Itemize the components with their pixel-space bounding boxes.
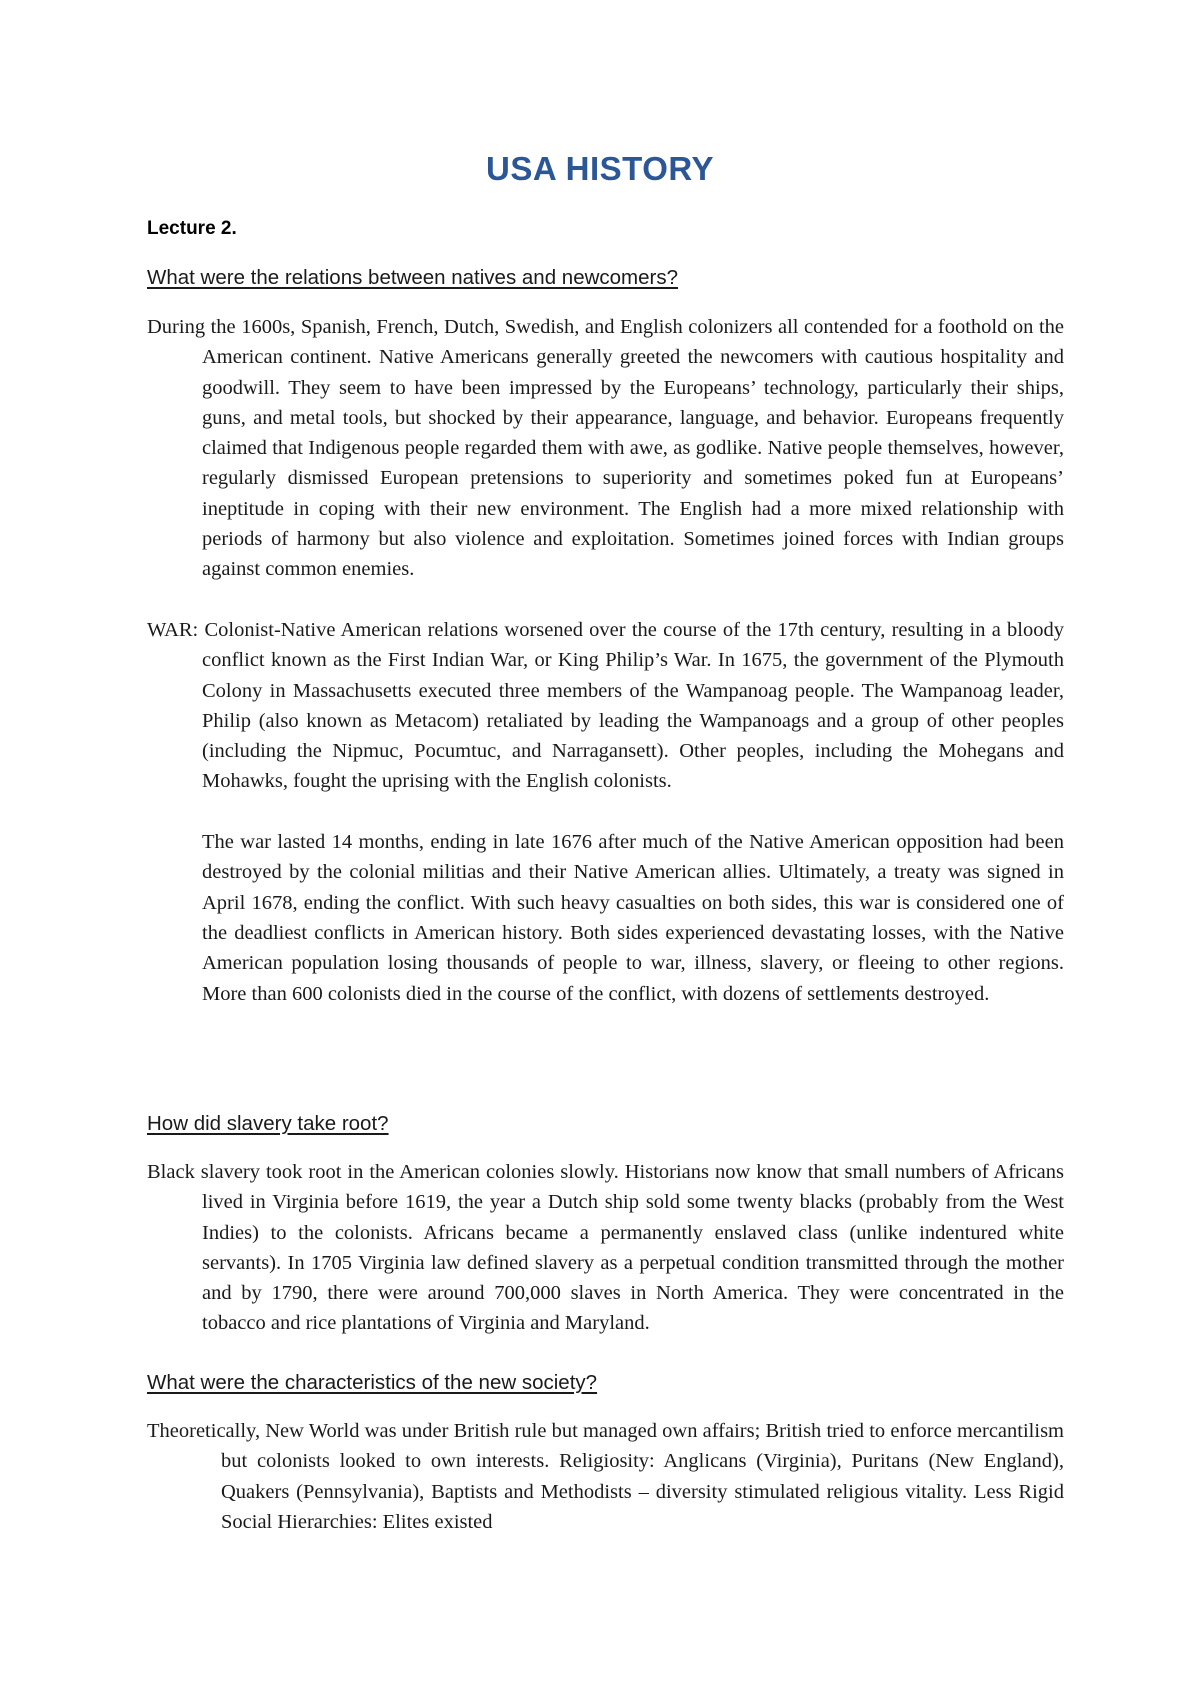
paragraph-war	[147, 615, 1064, 1009]
paragraph-war-text: WAR: Colonist-Native American relations worsened over the course of the 17th century, resulting in a bloody conflict known as the First Indian War, or King Philip’s War. In 1675, the government of the Plymouth Colony in Massachusetts executed three members of the Wampanoag people. The Wampanoag leader, Philip (also known as Metacom) retaliated by leading the Wampanoags and a group of other peoples (including the Nipmuc, Pocumtuc, and Narragansett). Other peoples, including the Mohegans and Mohawks, fought the uprising with the English colonists.	[147, 619, 1064, 793]
paragraph-war-continued: The war lasted 14 months, ending in late 1676 after much of the Native American opposition had been destroyed by the colonial militias and their Native American allies. Ultimately, a treaty was signed in April 1678, ending the conflict. With such heavy casualties on both sides, this war is considered one of the deadliest conflicts in American history. Both sides experienced devastating losses, with the Native American population losing thousands of people to war, illness, slavery, or fleeing to other regions. More than 600 colonists died in the course of the conflict, with dozens of settlements destroyed.	[202, 831, 1064, 1005]
lecture-label: Lecture 2.	[147, 218, 237, 239]
section-heading-society: What were the characteristics of the new society?	[147, 1371, 598, 1394]
paragraph-slavery: Black slavery took root in the American colonies slowly. Historians now know that small numbers of Africans lived in Virginia before 1619, the year a Dutch ship sold some twenty blacks (probably from the West Indies) to the colonists. Africans became a permanently enslaved class (unlike indentured white servants). In 1705 Virginia law defined slavery as a perpetual condition transmitted through the mother and by 1790, there were around 700,000 slaves in North America. They were concentrated in the tobacco and rice plantations of Virginia and Maryland.	[147, 1161, 1064, 1335]
section-heading-relations: What were the relations between natives and newcomers?	[147, 266, 679, 289]
page-title: USA HISTORY	[486, 150, 714, 187]
paragraph-society: Theoretically, New World was under British rule but managed own affairs; British tried to enforce mercantilism but colonists looked to own interests. Religiosity: Anglicans (Virginia), Puritans (New England), Quakers (Pennsylvania), Baptists and Methodists – diversity stimulated religious vitality. Less Rigid Social Hierarchies: Elites existed	[147, 1420, 1064, 1533]
paragraph-relations-intro: During the 1600s, Spanish, French, Dutch, Swedish, and English colonizers all contended for a foothold on the American continent. Native Americans generally greeted the newcomers with cautious hospitality and goodwill. They seem to have been impressed by the Europeans’ technology, particularly their ships, guns, and metal tools, but shocked by their appearance, language, and behavior. Europeans frequently claimed that Indigenous people regarded them with awe, as godlike. Native people themselves, however, regularly dismissed European pretensions to superiority and sometimes poked fun at Europeans’ ineptitude in coping with their new environment. The English had a more mixed relationship with periods of harmony but also violence and exploitation. Sometimes joined forces with Indian groups against common enemies.	[147, 316, 1064, 581]
section-heading-slavery: How did slavery take root?	[147, 1112, 389, 1135]
